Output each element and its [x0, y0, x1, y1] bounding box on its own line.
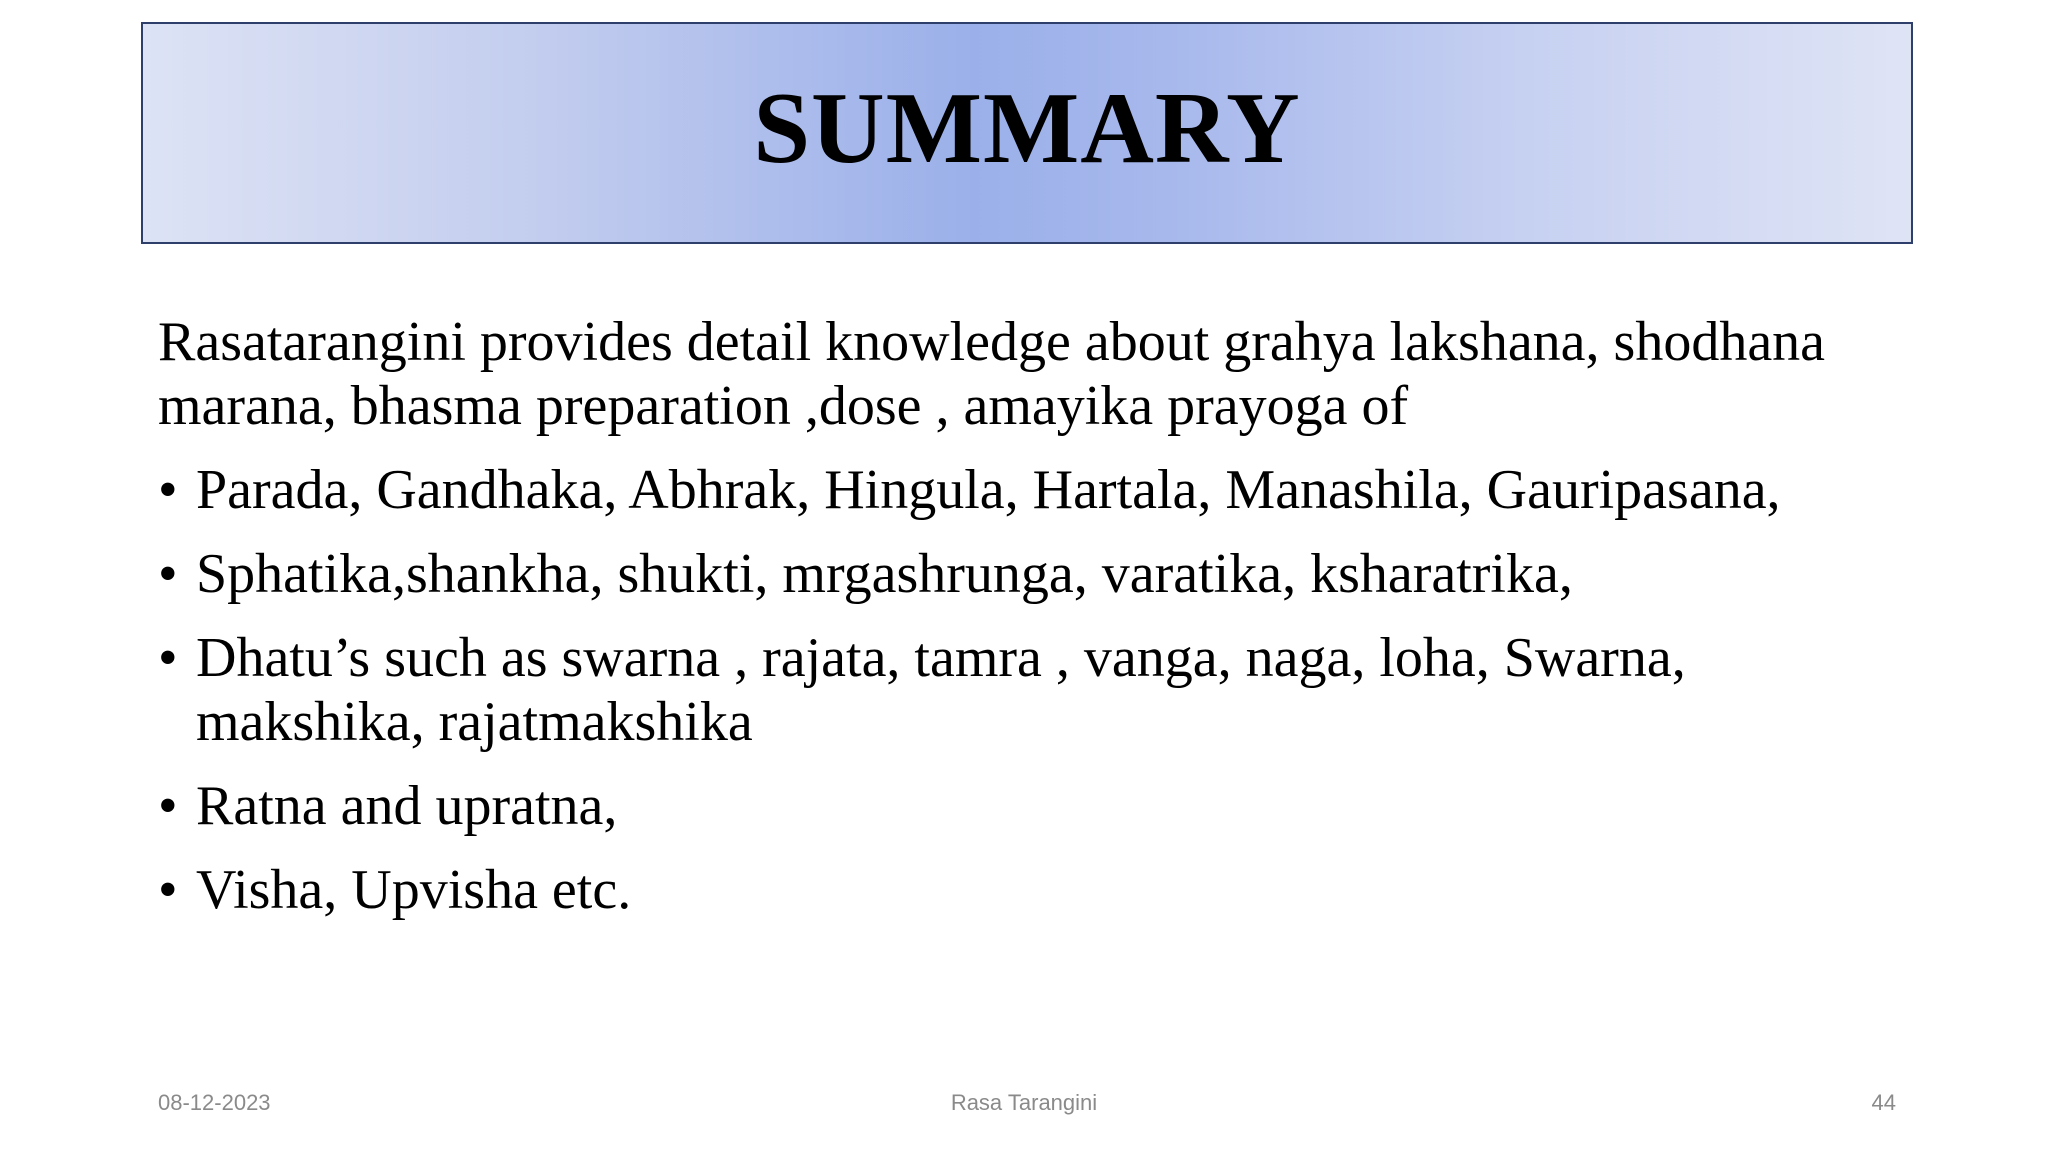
footer-date: 08-12-2023 — [158, 1090, 271, 1115]
bullet-text: Visha, Upvisha etc. — [196, 859, 632, 921]
footer-page-number: 44 — [1871, 1090, 1896, 1115]
bullet-item — [158, 542, 1918, 606]
slide-body — [158, 310, 1918, 942]
bullet-icon: • — [158, 627, 178, 689]
bullet-text: Sphatika,shankha, shukti, mrgashrunga, varatika, ksharatrika, — [196, 543, 1573, 605]
bullet-item — [158, 458, 1918, 522]
intro-paragraph: Rasatarangini provides detail knowledge about grahya lakshana, shodhana marana, bhasma preparation ,dose , amayika prayoga of — [158, 311, 1826, 437]
title-banner — [141, 22, 1913, 244]
bullet-item — [158, 858, 1918, 922]
footer-title: Rasa Tarangini — [950, 1090, 1098, 1115]
bullet-icon: • — [158, 543, 178, 605]
bullet-list — [158, 458, 1918, 922]
bullet-icon: • — [158, 775, 178, 837]
bullet-text: Ratna and upratna, — [196, 775, 618, 837]
bullet-item — [158, 774, 1918, 838]
bullet-text: Parada, Gandhaka, Abhrak, Hingula, Hartala, Manashila, Gauripasana, — [196, 459, 1781, 521]
slide-title: SUMMARY — [753, 72, 1301, 185]
bullet-item — [158, 626, 1918, 754]
bullet-text: Dhatu’s such as swarna , rajata, tamra , vanga, naga, loha, Swarna, makshika, rajatmakshika — [196, 627, 1686, 753]
bullet-icon: • — [158, 859, 178, 921]
bullet-icon: • — [158, 459, 178, 521]
